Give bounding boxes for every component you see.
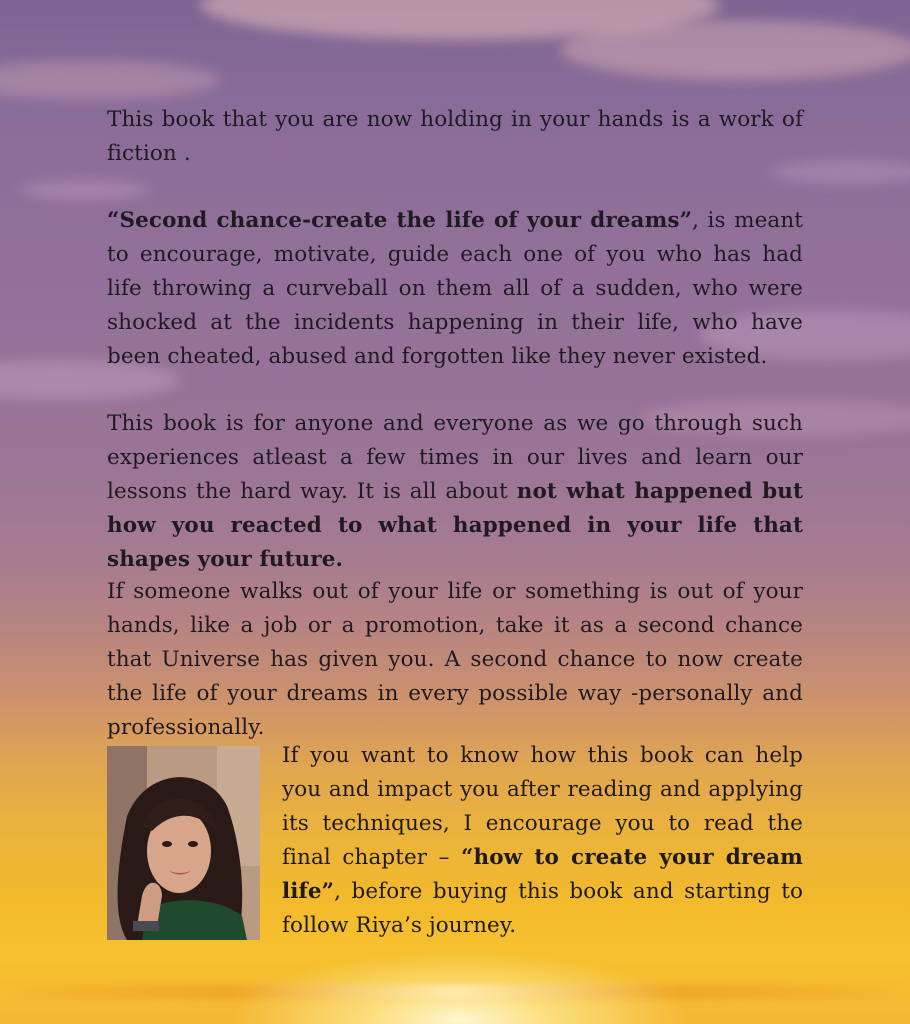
cloud [20,180,150,200]
second-chance-paragraph [107,575,803,745]
final-chapter-text: If you want to know how this book can help you and impact you after reading and applying its techniques, I encourage you to read the final chapter – [282,743,803,870]
intro-text: This book that you are now holding in your hands is a work of fiction . [107,107,803,166]
cloud [0,60,220,100]
audience-paragraph [107,407,803,577]
cloud [560,20,910,80]
book-title-bold: “Second chance-create the life of your dreams” [107,208,693,233]
author-portrait-illustration [107,746,260,940]
horizon-line [0,985,910,999]
book-purpose-paragraph [107,204,803,374]
audience-text: This book is for anyone and everyone as we go through such experiences atleast a few times in our lives and learn our lessons the hard way. It is all about [107,411,803,504]
final-chapter-title-bold: “how to create your dream life” [282,845,803,904]
final-chapter-text-end: , before buying this book and starting to follow Riya’s journey. [282,879,803,938]
final-chapter-paragraph [282,739,803,943]
second-chance-text: If someone walks out of your life or something is out of your hands, like a job or a promotion, take it as a second chance that Universe has given you. A second chance to now create the life of your dreams in every possible way -personally and professionally. [107,579,803,740]
author-photo [107,746,260,940]
audience-bold-text: not what happened but how you reacted to what happened in your life that shapes your future. [107,479,803,572]
intro-paragraph [107,103,803,171]
book-purpose-text: , is meant to encourage, motivate, guide each one of you who has had life throwing a curveball on them all of a sudden, who were shocked at the incidents happening in their life, who have been cheated, abused and forgotten like they never existed. [107,208,804,369]
